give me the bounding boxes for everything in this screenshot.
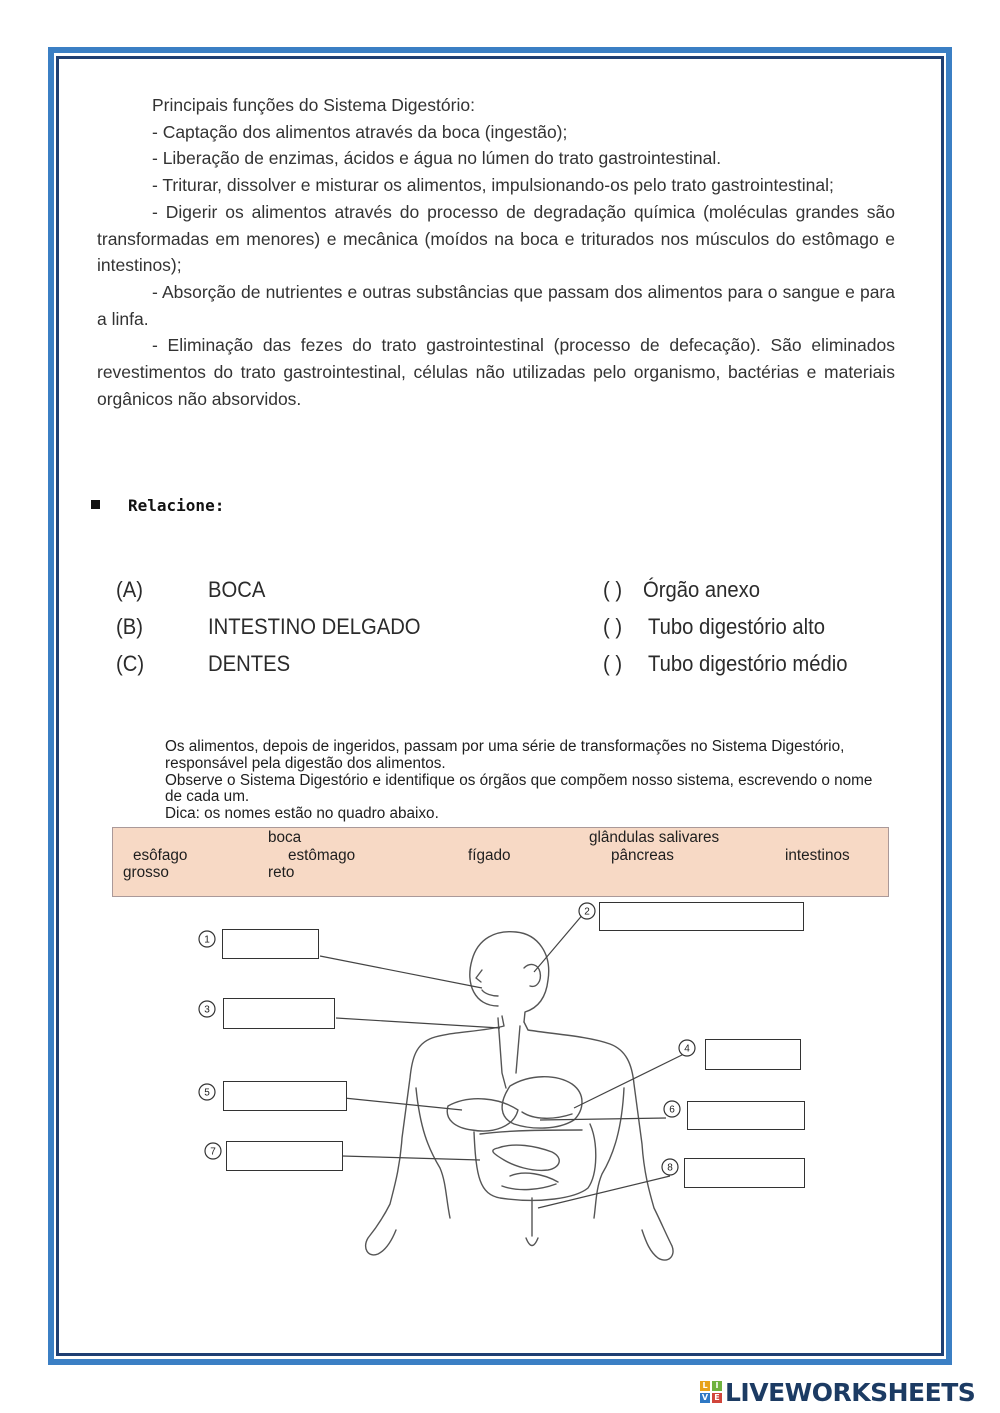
answer-box-8[interactable] — [684, 1158, 805, 1188]
square-bullet-icon — [91, 500, 100, 509]
exercise-text — [113, 739, 883, 823]
marker-label-3: 3 — [204, 1004, 210, 1016]
logo-letter: V — [701, 1393, 709, 1402]
name-glandulas: glândulas salivares — [589, 829, 720, 846]
answer-text-2: Tubo digestório alto — [648, 614, 826, 639]
answer-blank-2[interactable]: ( ) — [603, 614, 623, 639]
function-item: - Eliminação das fezes do trato gastrointestinal (processo de defecação). São eliminados revestimentos do trato gastrointestinal, células não utilizadas pelo organismo, bactérias e materiais orgânicos não absorvidos. — [97, 335, 895, 409]
answer-blank-3[interactable]: ( ) — [603, 651, 623, 676]
marker-label-7: 7 — [210, 1146, 216, 1158]
answer-box-6[interactable] — [687, 1101, 805, 1130]
match-term-c: DENTES — [208, 651, 291, 676]
liveworksheets-logo-icon — [700, 1381, 722, 1403]
match-term-a: BOCA — [208, 577, 266, 602]
function-item: - Absorção de nutrientes e outras substâncias que passam dos alimentos para o sangue e para a linfa. — [97, 281, 895, 329]
answer-blank-1[interactable]: ( ) — [603, 577, 623, 602]
marker-label-5: 5 — [204, 1087, 210, 1099]
name-intestinos: intestinos — [785, 847, 850, 864]
answer-box-2[interactable] — [599, 902, 804, 931]
relacione-label: Relacione: — [128, 496, 225, 515]
answer-text-3: Tubo digestório médio — [648, 651, 848, 676]
name-estomago: estômago — [288, 847, 356, 864]
exercise-p2: Observe o Sistema Digestório e identifique os órgãos que compõem nosso sistema, escrevendo o nome de cada um. — [165, 771, 873, 806]
function-item: - Triturar, dissolver e misturar os alimentos, impulsionando-os pelo trato gastrointestinal; — [152, 175, 834, 196]
logo-letter: E — [712, 1393, 722, 1403]
answer-box-7[interactable] — [226, 1141, 343, 1171]
name-reto: reto — [268, 864, 295, 881]
match-letter-b: (B) — [116, 614, 143, 639]
exercise-p1: Os alimentos, depois de ingeridos, passam por uma série de transformações no Sistema Digestório, responsável pela digestão dos alimentos. — [165, 738, 845, 772]
function-item: - Liberação de enzimas, ácidos e água no lúmen do trato gastrointestinal. — [152, 148, 722, 169]
function-item: - Digerir os alimentos através do processo de degradação química (moléculas grandes são transformadas em menores) e mecânica (moídos na boca e triturados nos músculos do estômago e intestinos); — [97, 201, 895, 276]
marker-label-2: 2 — [584, 906, 590, 918]
marker-label-8: 8 — [667, 1162, 673, 1174]
names-box — [112, 827, 889, 897]
functions-text — [97, 92, 895, 412]
match-letter-c: (C) — [116, 651, 145, 676]
name-pancreas: pâncreas — [611, 847, 674, 864]
liveworksheets-watermark — [700, 1378, 975, 1406]
name-grosso: grosso — [123, 864, 169, 881]
match-letter-a: (A) — [116, 577, 143, 602]
relacione-heading — [91, 496, 224, 515]
marker-label-1: 1 — [204, 934, 210, 946]
name-esofago: esôfago — [133, 847, 188, 864]
name-boca: boca — [268, 829, 302, 846]
match-term-b: INTESTINO DELGADO — [208, 614, 421, 639]
logo-letter: L — [700, 1381, 710, 1391]
marker-label-4: 4 — [684, 1043, 690, 1055]
logo-letter: I — [712, 1381, 722, 1391]
marker-label-6: 6 — [669, 1104, 675, 1116]
exercise-p3: Dica: os nomes estão no quadro abaixo. — [165, 805, 439, 823]
answer-text-1: Órgão anexo — [643, 577, 761, 602]
functions-title: Principais funções do Sistema Digestório: — [152, 95, 475, 115]
answer-box-5[interactable] — [223, 1081, 347, 1111]
watermark-text: LIVEWORKSHEETS — [725, 1377, 976, 1407]
function-item: - Captação dos alimentos através da boca (ingestão); — [152, 121, 568, 142]
answer-box-4[interactable] — [705, 1039, 801, 1070]
name-figado: fígado — [468, 847, 511, 864]
answer-box-3[interactable] — [223, 998, 335, 1029]
answer-box-1[interactable] — [222, 929, 319, 959]
